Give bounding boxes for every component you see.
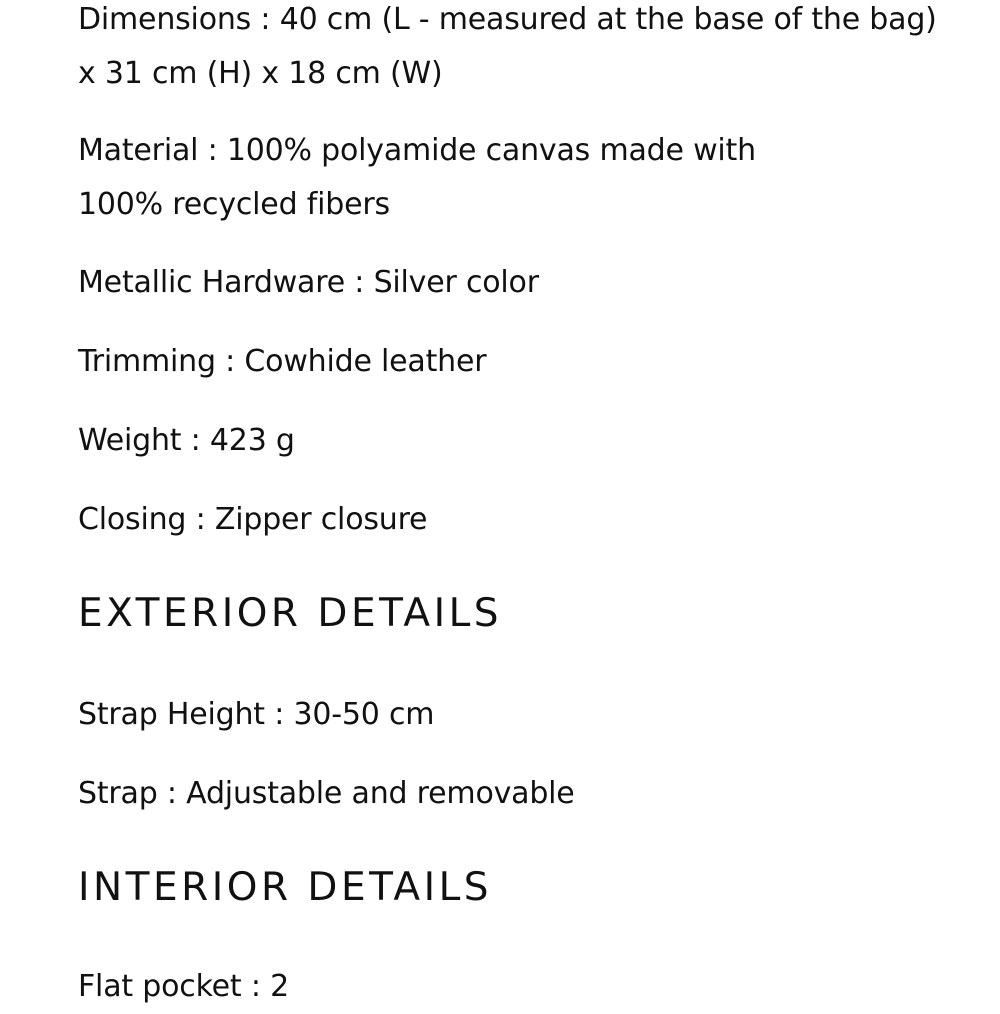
spec-value: 100% polyamide canvas made with 100% recycled fibers <box>78 133 756 222</box>
spec-value: Zipper closure <box>214 502 428 537</box>
spec-metallic-hardware <box>78 256 938 310</box>
spec-strap <box>78 767 938 821</box>
spec-label: Metallic Hardware <box>78 265 345 300</box>
exterior-details-heading: EXTERIOR DETAILS <box>78 591 503 636</box>
spec-trimming <box>78 335 938 389</box>
spec-label: Strap Height <box>78 697 265 732</box>
spec-flat-pocket <box>78 960 938 1014</box>
interior-details-heading: INTERIOR DETAILS <box>78 865 493 910</box>
spec-separator: : <box>181 423 210 458</box>
spec-label: Material <box>78 133 199 168</box>
spec-label: Trimming <box>78 344 216 379</box>
spec-separator: : <box>264 697 294 732</box>
spec-value: Silver color <box>373 265 539 300</box>
spec-closing <box>78 493 938 547</box>
spec-value: 2 <box>270 969 289 1004</box>
spec-separator: : <box>186 502 215 537</box>
spec-value: 30-50 cm <box>293 697 435 732</box>
spec-material <box>78 124 818 232</box>
spec-label: Weight <box>78 423 182 458</box>
spec-separator: : <box>198 133 227 168</box>
spec-dimensions <box>78 0 938 101</box>
spec-strap-height <box>78 688 938 742</box>
spec-value: 423 g <box>209 423 295 458</box>
spec-value: Cowhide leather <box>244 344 487 379</box>
spec-separator: : <box>241 969 271 1004</box>
spec-label: Flat pocket <box>78 969 242 1004</box>
spec-separator: : <box>157 776 187 811</box>
spec-label: Strap <box>78 776 158 811</box>
spec-label: Dimensions <box>78 2 252 37</box>
spec-value: Adjustable and removable <box>186 776 575 811</box>
spec-separator: : <box>344 265 374 300</box>
spec-weight <box>78 414 938 468</box>
spec-separator: : <box>251 2 280 37</box>
spec-separator: : <box>215 344 245 379</box>
spec-label: Closing <box>78 502 187 537</box>
spec-value: 40 cm (L - measured at the base of the bag) x 31 cm (H) x 18 cm (W) <box>78 2 937 91</box>
